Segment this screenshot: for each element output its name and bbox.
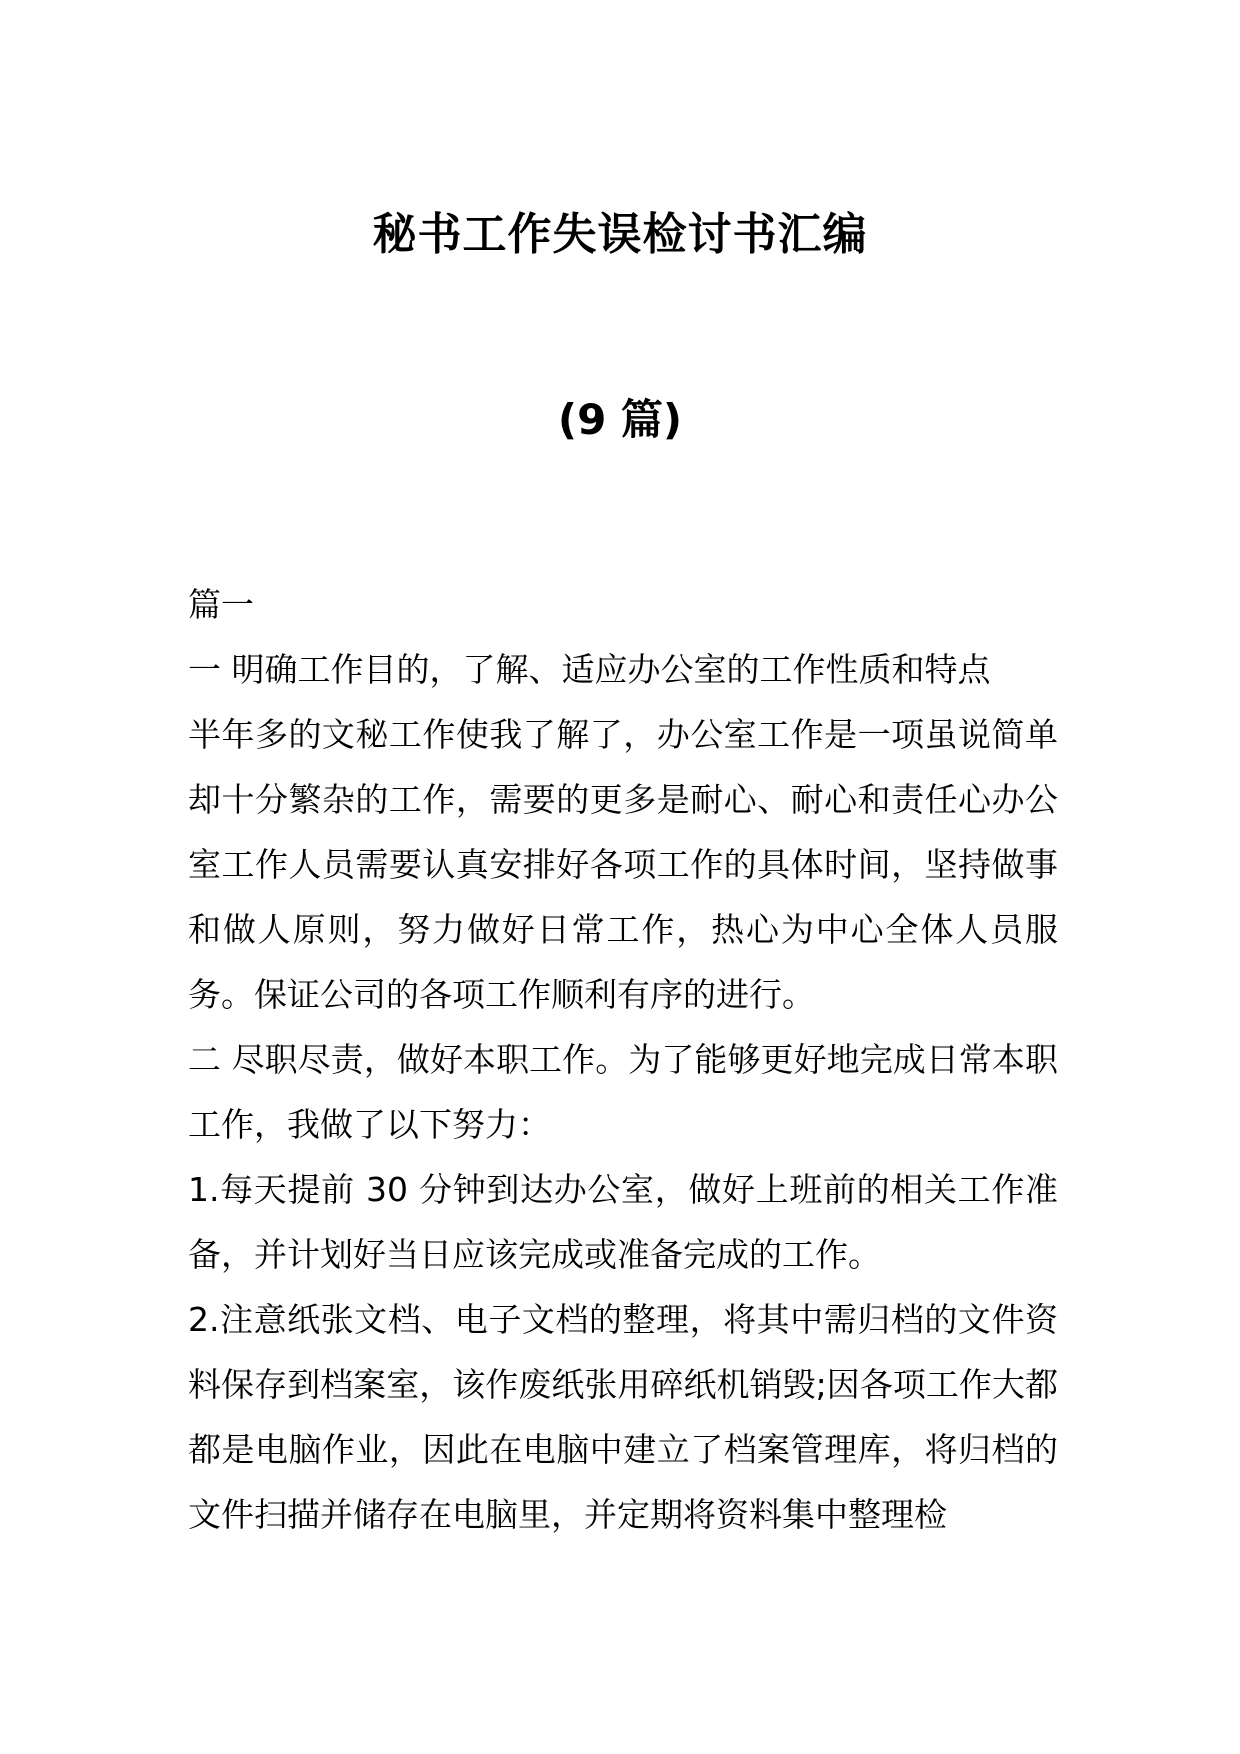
paragraph: 一 明确工作目的，了解、适应办公室的工作性质和特点 bbox=[188, 650, 991, 689]
paragraph: 1.每天提前 30 分钟到达办公室，做好上班前的相关工作准备，并计划好当日应该完成或准备完成的工作。 bbox=[188, 1170, 1058, 1274]
document-body bbox=[188, 572, 1058, 1547]
paragraph: 二 尽职尽责，做好本职工作。为了能够更好地完成日常本职工作，我做了以下努力： bbox=[188, 1040, 1058, 1144]
paragraph: 半年多的文秘工作使我了解了，办公室工作是一项虽说简单却十分繁杂的工作，需要的更多是耐心、耐心和责任心办公室工作人员需要认真安排好各项工作的具体时间，坚持做事和做人原则，努力做好日常工作，热心为中心全体人员服务。保证公司的各项工作顺利有序的进行。 bbox=[188, 715, 1058, 1014]
document-title: 秘书工作失误检讨书汇编 bbox=[372, 209, 868, 260]
paragraph: 2.注意纸张文档、电子文档的整理，将其中需归档的文件资料保存到档案室，该作废纸张用碎纸机销毁;因各项工作大都都是电脑作业，因此在电脑中建立了档案管理库，将归档的文件扫描并储存在电脑里，并定期将资料集中整理检 bbox=[188, 1300, 1058, 1534]
section-heading: 篇一 bbox=[188, 585, 254, 624]
document-subtitle: (9 篇) bbox=[557, 395, 683, 444]
